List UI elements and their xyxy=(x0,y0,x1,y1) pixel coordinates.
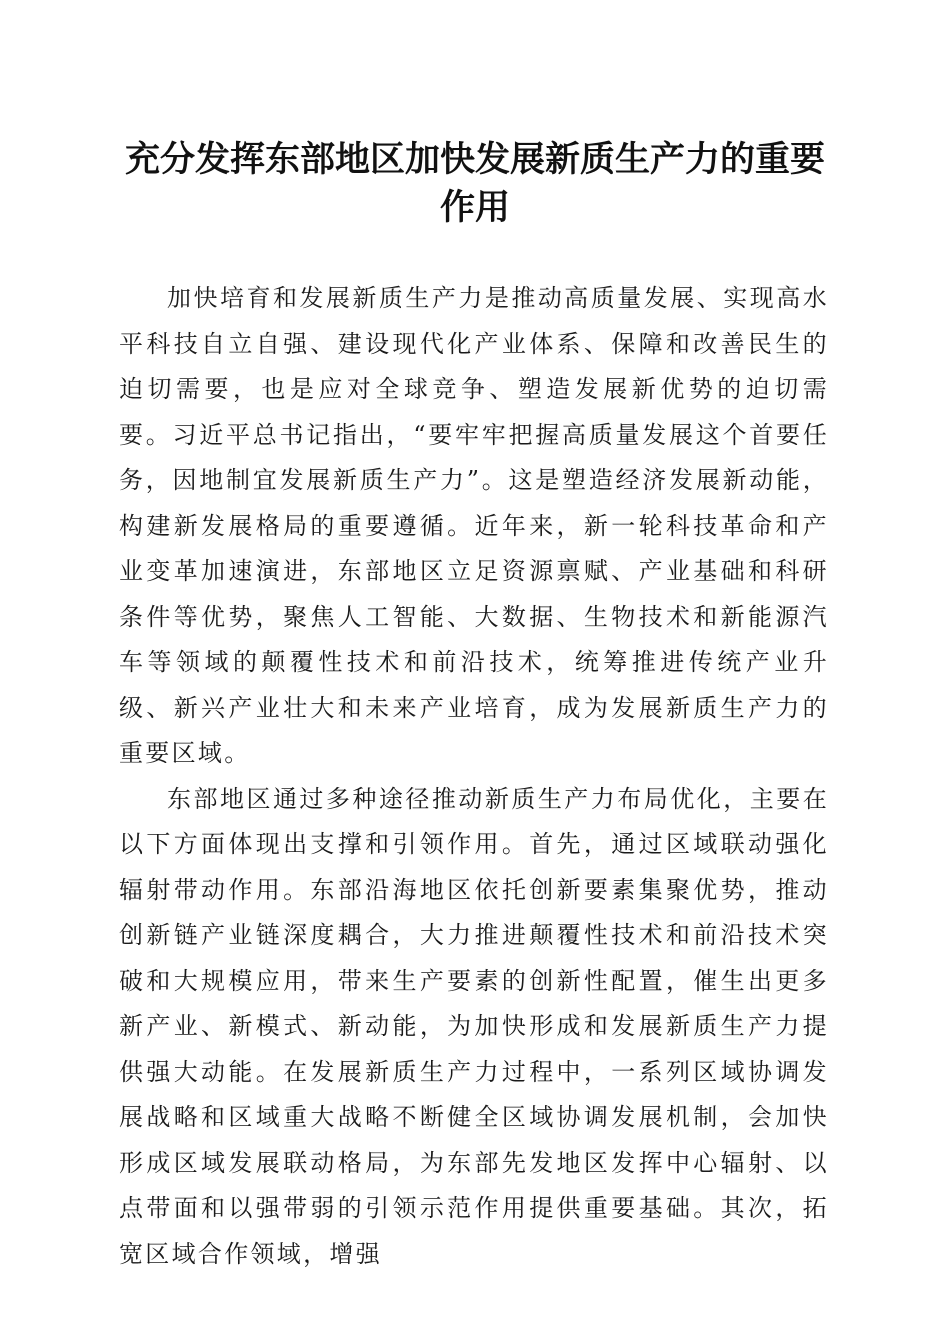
paragraph: 加快培育和发展新质生产力是推动高质量发展、实现高水平科技自立自强、建设现代化产业体系、保障和改善民生的迫切需要，也是应对全球竞争、塑造发展新优势的迫切需要。习近平总书记指出，“要牢牢把握高质量发展这个首要任务，因地制宜发展新质生产力”。这是塑造经济发展新动能，构建新发展格局的重要遵循。近年来，新一轮科技革命和产业变革加速演进，东部地区立足资源禀赋、产业基础和科研条件等优势，聚焦人工智能、大数据、生物技术和新能源汽车等领域的颠覆性技术和前沿技术，统筹推进传统产业升级、新兴产业壮大和未来产业培育，成为发展新质生产力的重要区域。 xyxy=(119,284,829,767)
paragraph: 东部地区通过多种途径推动新质生产力布局优化，主要在以下方面体现出支撑和引领作用。首先，通过区域联动强化辐射带动作用。东部沿海地区依托创新要素集聚优势，推动创新链产业链深度耦合，大力推进颠覆性技术和前沿技术突破和大规模应用，带来生产要素的创新性配置，催生出更多新产业、新模式、新动能，为加快形成和发展新质生产力提供强大动能。在发展新质生产力过程中，一系列区域协调发展战略和区域重大战略不断健全区域协调发展机制，会加快形成区域发展联动格局，为东部先发地区发挥中心辐射、以点带面和以强带弱的引领示范作用提供重要基础。其次，拓宽区域合作领域，增强 xyxy=(119,784,829,1268)
document-body xyxy=(119,276,829,1277)
document-title: 充分发挥东部地区加快发展新质生产力的重要作用 xyxy=(124,139,825,228)
